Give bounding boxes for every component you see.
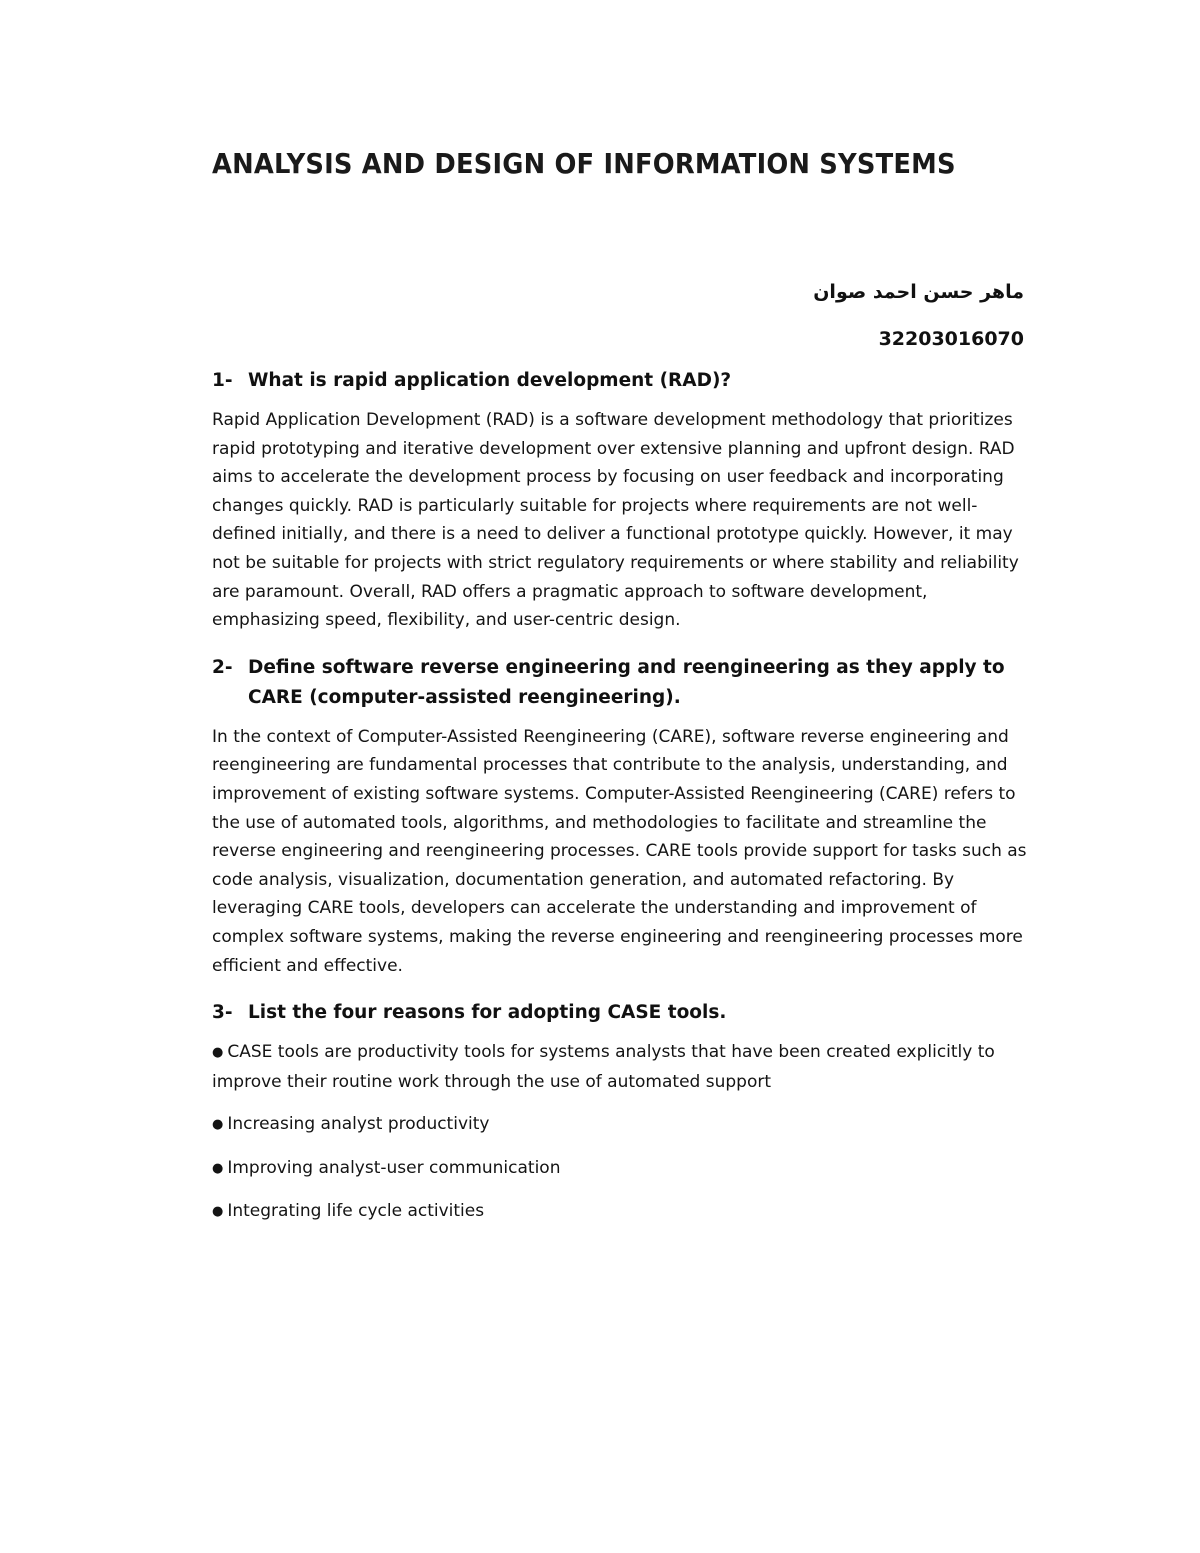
question-text: Define software reverse engineering and reengineering as they apply to CARE (computer-assisted reengineering). xyxy=(248,656,1005,708)
question-number: 2- xyxy=(212,656,233,678)
list-item-text: Integrating life cycle activities xyxy=(227,1201,485,1222)
list-item-text: Improving analyst-user communication xyxy=(227,1157,561,1178)
question-1 xyxy=(212,366,1028,396)
bullet-icon: ● xyxy=(212,1204,224,1220)
list-item xyxy=(212,1154,1028,1184)
question-number: 1- xyxy=(212,370,233,391)
bullet-icon: ● xyxy=(212,1160,224,1176)
author-name: ماهر حسن احمد صوان xyxy=(813,281,1024,303)
list-item-text: CASE tools are productivity tools for systems analysts that have been created explicitly to improve their routine work through the use of automated support xyxy=(212,1042,995,1092)
question-text: List the four reasons for adopting CASE tools. xyxy=(248,1002,727,1024)
bullet-icon: ● xyxy=(212,1117,224,1133)
question-2 xyxy=(212,653,1028,713)
student-id: 32203016070 xyxy=(878,328,1024,350)
list-item xyxy=(212,1110,1028,1140)
question-3 xyxy=(212,998,1028,1028)
document-body xyxy=(212,140,1028,1227)
bullet-icon: ● xyxy=(212,1045,224,1061)
answer-1: Rapid Application Development (RAD) is a software development methodology that prioritizes rapid prototyping and iterative development over extensive planning and upfront design. RAD aims to accelerate the development process by focusing on user feedback and incorporating changes quickly. RAD is particularly suitable for projects where requirements are not well-defined initially, and there is a need to deliver a functional prototype quickly. However, it may not be suitable for projects with strict regulatory requirements or where stability and reliability are paramount. Overall, RAD offers a pragmatic approach to software development, emphasizing speed, flexibility, and user-centric design. xyxy=(212,410,1019,631)
list-item xyxy=(212,1197,1028,1227)
list-item-text: Increasing analyst productivity xyxy=(227,1114,490,1135)
question-text: What is rapid application development (RAD)? xyxy=(248,370,732,391)
question-number: 3- xyxy=(212,1002,233,1024)
answer-2: In the context of Computer-Assisted Reengineering (CARE), software reverse engineering and reengineering are fundamental processes that contribute to the analysis, understanding, and improvement of existing software systems. Computer-Assisted Reengineering (CARE) refers to the use of automated tools, algorithms, and methodologies to facilitate and streamline the reverse engineering and reengineering processes. CARE tools provide support for tasks such as code analysis, visualization, documentation generation, and automated refactoring. By leveraging CARE tools, developers can accelerate the understanding and improvement of complex software systems, making the reverse engineering and reengineering processes more efficient and effective. xyxy=(212,726,1027,976)
document-title: ANALYSIS AND DESIGN OF INFORMATION SYSTEMS xyxy=(212,147,956,180)
list-item xyxy=(212,1038,1028,1096)
